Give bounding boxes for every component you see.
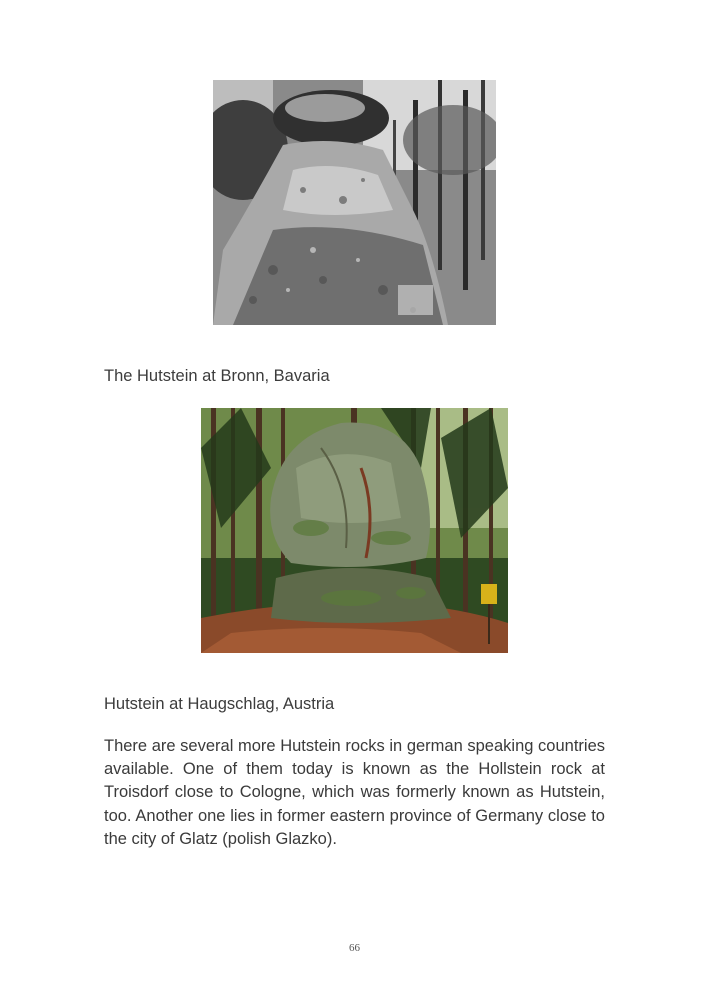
photo-hutstein-bronn — [213, 80, 496, 325]
body-paragraph: There are several more Hutstein rocks in german speaking countries available. One of them today is known as the Hollstein rock at Troisdorf close to Cologne, which was formerly known as Hutstein, too. Another one lies in former eastern province of Germany close to the city of Glatz (polish Glazko). — [104, 737, 605, 848]
caption-figure-2: Hutstein at Haugschlag, Austria — [104, 695, 335, 713]
caption-figure-1: The Hutstein at Bronn, Bavaria — [104, 367, 330, 385]
page-number: 66 — [349, 942, 360, 954]
photo-hutstein-haugschlag — [201, 408, 508, 653]
